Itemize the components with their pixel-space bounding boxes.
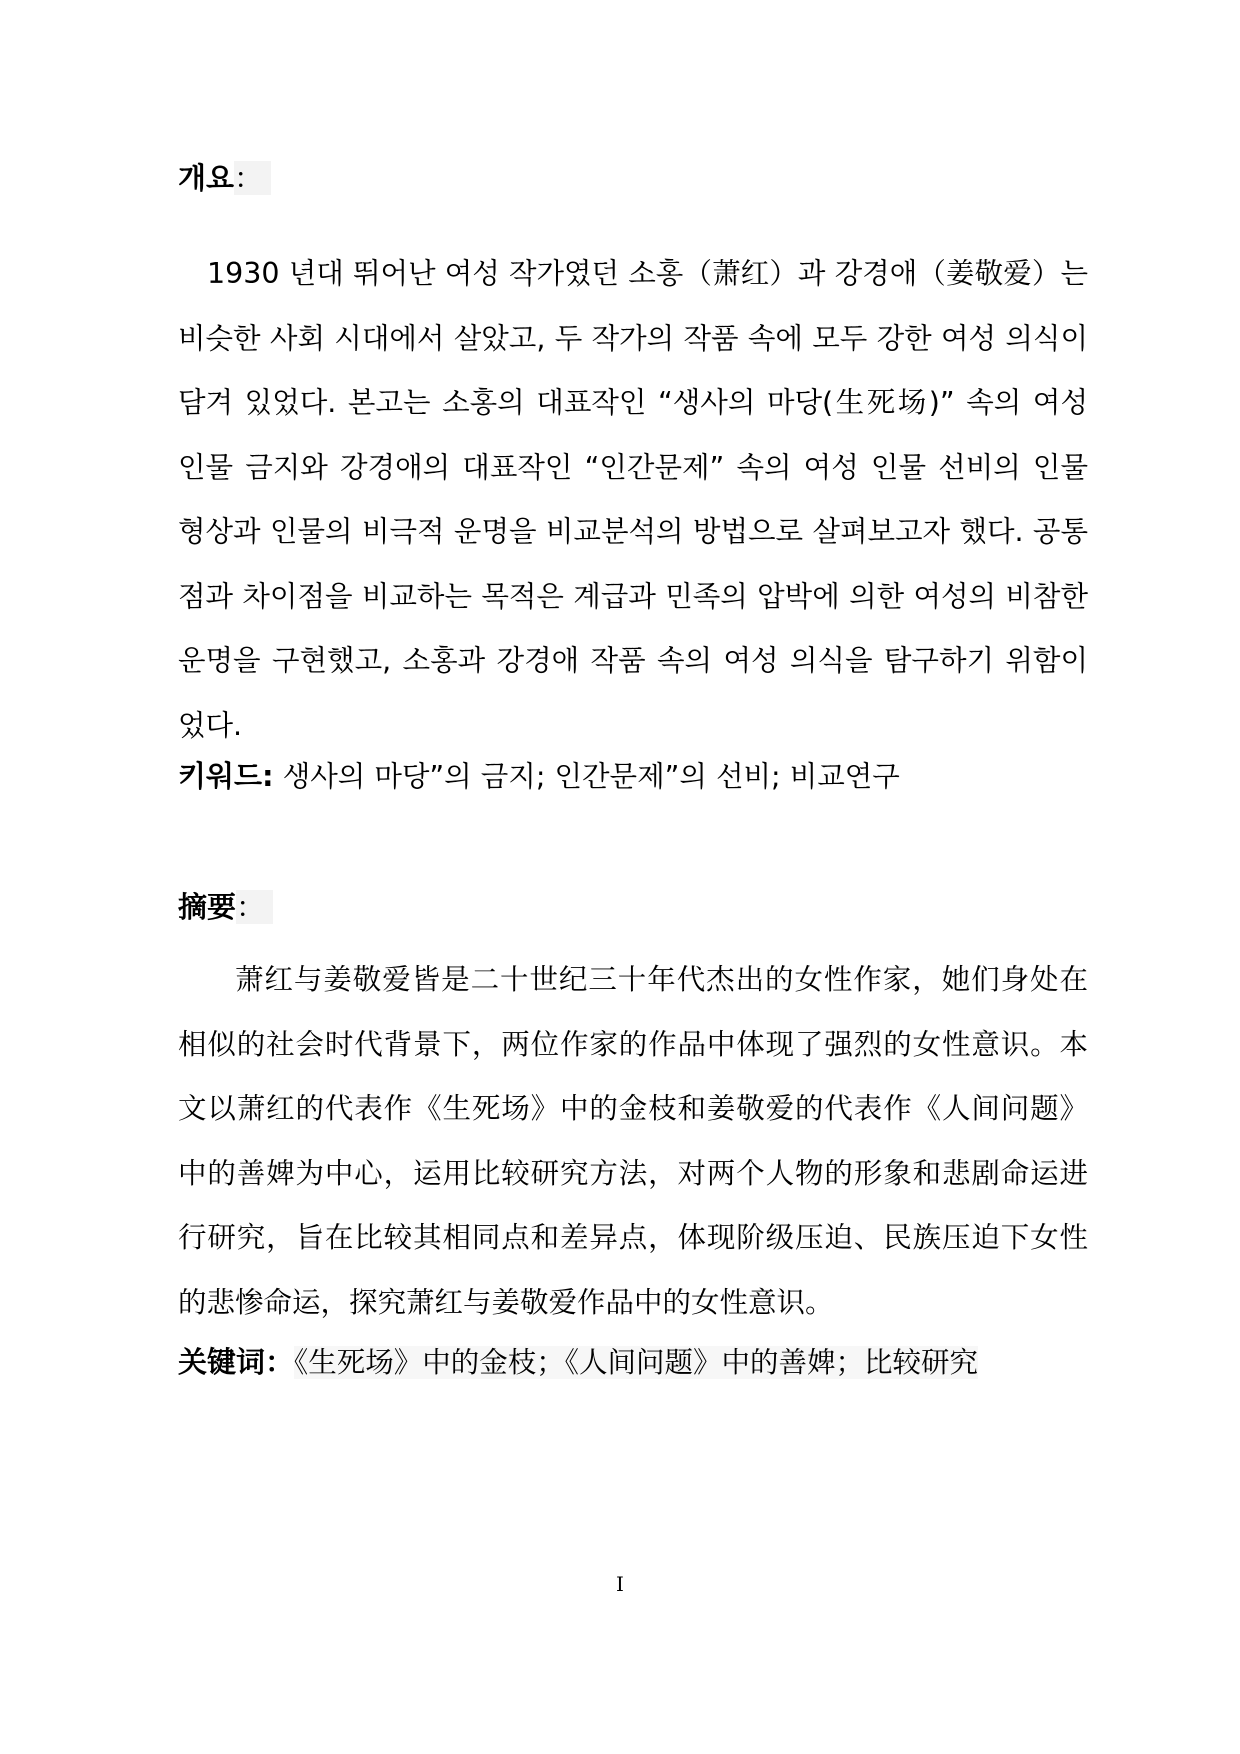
chinese-keywords-label: 关键词： xyxy=(178,1345,295,1379)
korean-heading-colon: ： xyxy=(234,161,271,195)
korean-keywords xyxy=(178,754,900,799)
korean-keywords-label: 키워드: xyxy=(178,759,274,793)
chinese-keywords-value: 《生死场》中的金枝；《人间问题》中的善婢；比较研究 xyxy=(294,1346,979,1379)
page-number: I xyxy=(616,1572,624,1596)
chinese-abstract-body: 萧红与姜敬爱皆是二十世纪三十年代杰出的女性作家，她们身处在相似的社会时代背景下，两位作家的作品中体现了强烈的女性意识。本文以萧红的代表作《生死场》中的金枝和姜敬爱的代表作《人间问题》中的善婢为中心，运用比较研究方法，对两个人物的形象和悲剧命运进行研究，旨在比较其相同点和差异点，体现阶级压迫、民族压迫下女性的悲惨命运，探究萧红与姜敬爱作品中的女性意识。 xyxy=(178,963,1088,1319)
chinese-abstract-heading xyxy=(178,887,273,927)
korean-abstract-body: 1930 년대 뛰어난 여성 작가였던 소홍（萧红）과 강경애（姜敬爱）는 비슷한 사회 시대에서 살았고, 두 작가의 작품 속에 모두 강한 여성 의식이 담겨 있었다. 본고는 소홍의 대표작인 “생사의 마당(生死场)” 속의 여성 인물 금지와 강경애의 대표작인 “인간문제” 속의 여성 인물 선비의 인물 형상과 인물의 비극적 운명을 비교분석의 방법으로 살펴보고자 했다. 공통점과 차이점을 비교하는 목적은 계급과 민족의 압박에 의한 여성의 비참한 운명을 구현했고, 소홍과 강경애 작품 속의 여성 의식을 탐구하기 위함이었다. xyxy=(178,257,1088,742)
chinese-heading-text: 摘要 xyxy=(178,890,237,924)
korean-abstract-heading xyxy=(178,158,271,198)
chinese-heading-colon: ： xyxy=(236,890,273,924)
korean-heading-text: 개요 xyxy=(178,161,235,195)
chinese-keywords xyxy=(178,1340,978,1385)
korean-keywords-value: 생사의 마당”의 금지; 인간문제”의 선비; 비교연구 xyxy=(273,760,900,793)
